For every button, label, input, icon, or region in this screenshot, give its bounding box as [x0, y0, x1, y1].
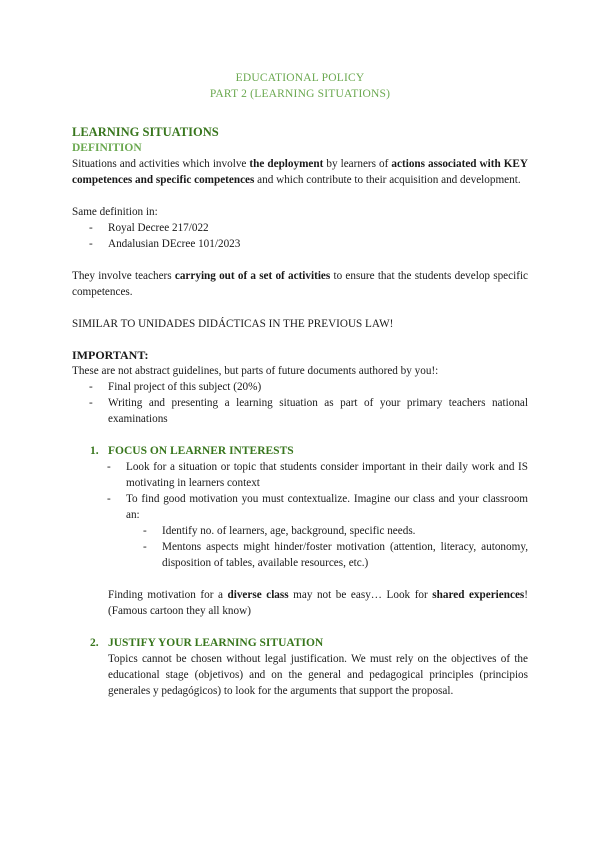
document-title: EDUCATIONAL POLICY — [235, 72, 365, 84]
document-page — [72, 70, 528, 699]
list-item: - Identify no. of learners, age, background, specific needs. — [72, 523, 528, 539]
important-heading: IMPORTANT: — [72, 348, 149, 362]
definition-heading: DEFINITION — [72, 142, 142, 154]
list-item: - Mentons aspects might hinder/foster motivation (attention, literacy, autonomy, disposition of tables, available resources, etc.) — [72, 539, 528, 571]
point-2-heading: 2. JUSTIFY YOUR LEARNING SITUATION — [90, 637, 324, 649]
justify-paragraph: Topics cannot be chosen without legal justification. We must rely on the objectives of the educational stage (objetivos) and on the general and pedagogical principles (principios generales y pedagógicos) to look for the arguments that support the proposal. — [108, 653, 528, 697]
involve-paragraph: They involve teachers carrying out of a set of activities to ensure that the students develop specific competences. — [72, 270, 529, 298]
list-item: - Writing and presenting a learning situation as part of your primary teachers national examinations — [89, 395, 528, 427]
same-definition-label: Same definition in: — [72, 206, 158, 218]
document-subtitle: PART 2 (LEARNING SITUATIONS) — [209, 88, 391, 100]
important-list — [72, 379, 528, 427]
similar-note: SIMILAR TO UNIDADES DIDÁCTICAS IN THE PREVIOUS LAW! — [72, 318, 394, 330]
point-1-heading: 1. FOCUS ON LEARNER INTERESTS — [90, 445, 294, 457]
list-item: - Look for a situation or topic that students consider important in their daily work and IS motivating in learners context — [72, 459, 528, 491]
list-item: - To find good motivation you must contextualize. Imagine our class and your classroom an: — [72, 491, 528, 523]
reference-list — [72, 220, 528, 252]
list-item: - Final project of this subject (20%) — [89, 379, 528, 395]
finding-paragraph: Finding motivation for a diverse class may not be easy… Look for shared experiences! (Famous cartoon they all know) — [108, 589, 528, 617]
definition-paragraph: Situations and activities which involve the deployment by learners of actions associated with KEY competences and specific competences and which contribute to their acquisition and development. — [72, 158, 528, 186]
list-item: - Andalusian DEcree 101/2023 — [89, 236, 528, 252]
point-1-list — [72, 459, 528, 571]
list-item: - Royal Decree 217/022 — [89, 220, 528, 236]
section-heading: LEARNING SITUATIONS — [72, 125, 219, 139]
important-intro: These are not abstract guidelines, but parts of future documents authored by you!: — [72, 365, 439, 377]
